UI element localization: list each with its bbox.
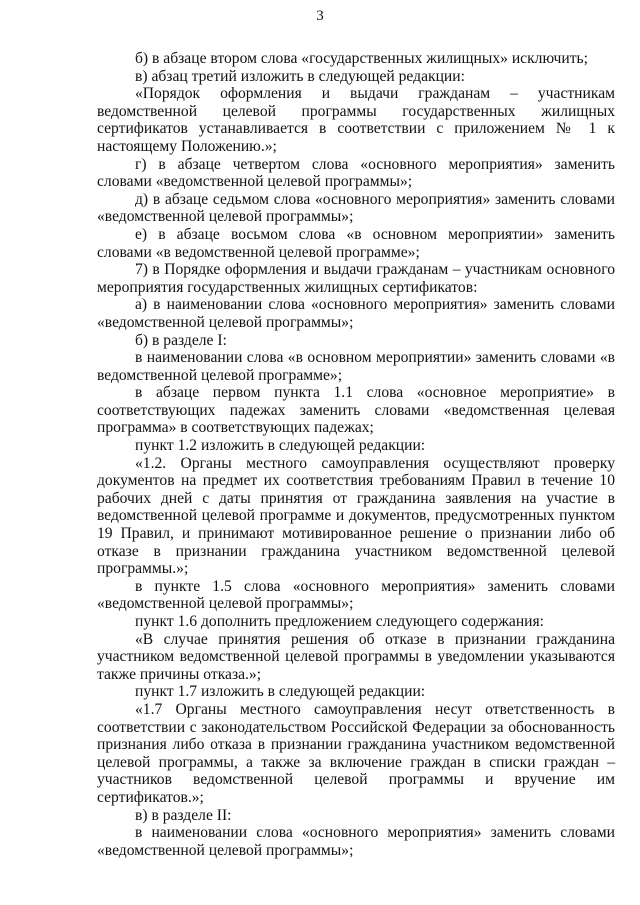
paragraph: «1.2. Органы местного самоуправления осуществляют проверку документов на предмет их соответствия требованиям Правил в течение 10 рабочих дней с даты принятия от гражданина заявления на участие в ведомственной целевой программе и документов, предусмотренных пунктом 19 Правил, и принимают мотивированное решение о признании либо об отказе в признании гражданина участником ведомственной целевой программы.»; [97, 454, 615, 578]
paragraph: в) абзац третий изложить в следующей редакции: [135, 67, 465, 85]
page-number: 3 [316, 8, 324, 24]
paragraph: а) в наименовании слова «основного мероприятия» заменить словами «ведомственной целевой программы»; [97, 296, 615, 331]
paragraph: б) в разделе I: [135, 331, 227, 349]
document-body [97, 50, 615, 859]
paragraph: в) в разделе II: [135, 806, 232, 824]
paragraph: пункт 1.6 дополнить предложением следующего содержания: [135, 613, 545, 630]
paragraph: пункт 1.2 изложить в следующей редакции: [135, 437, 426, 455]
paragraph: пункт 1.7 изложить в следующей редакции: [135, 683, 426, 701]
paragraph: в наименовании слова «основного мероприятия» заменить словами «ведомственной целевой программы»; [97, 824, 615, 859]
paragraph: 7) в Порядке оформления и выдачи гражданам – участникам основного мероприятия государственных жилищных сертификатов: [97, 261, 615, 296]
paragraph: в пункте 1.5 слова «основного мероприятия» заменить словами «ведомственной целевой программы»; [97, 577, 615, 613]
paragraph: е) в абзаце восьмом слова «в основном мероприятии» заменить словами «в ведомственной целевой программе»; [97, 225, 615, 261]
paragraph: «1.7 Органы местного самоуправления несут ответственность в соответствии с законодательством Российской Федерации за обоснованность признания либо отказа в признании гражданина участником ведомственной целевой программы, а также за включение граждан в списки граждан – участников ведомственной целевой программы и вручение им сертификатов.»; [97, 700, 615, 806]
paragraph: г) в абзаце четвертом слова «основного мероприятия» заменить словами «ведомственной целевой программы»; [97, 155, 615, 191]
paragraph: «Порядок оформления и выдачи гражданам – участникам ведомственной целевой программы государственных жилищных сертификатов устанавливается в соответствии с приложением № 1 к настоящему Положению.»; [97, 85, 615, 155]
paragraph: «В случае принятия решения об отказе в признании гражданина участником ведомственной целевой программы в уведомлении указываются также причины отказа.»; [97, 630, 615, 683]
paragraph: б) в абзаце втором слова «государственных жилищных» исключить; [135, 50, 588, 67]
paragraph: д) в абзаце седьмом слова «основного мероприятия» заменить словами «ведомственной целевой программы»; [97, 190, 615, 226]
paragraph: в наименовании слова «в основном мероприятии» заменить словами «в ведомственной целевой программе»; [97, 349, 615, 384]
paragraph: в абзаце первом пункта 1.1 слова «основное мероприятие» в соответствующих падежах заменить словами «ведомственная целевая программа» в соответствующих падежах; [97, 384, 615, 437]
